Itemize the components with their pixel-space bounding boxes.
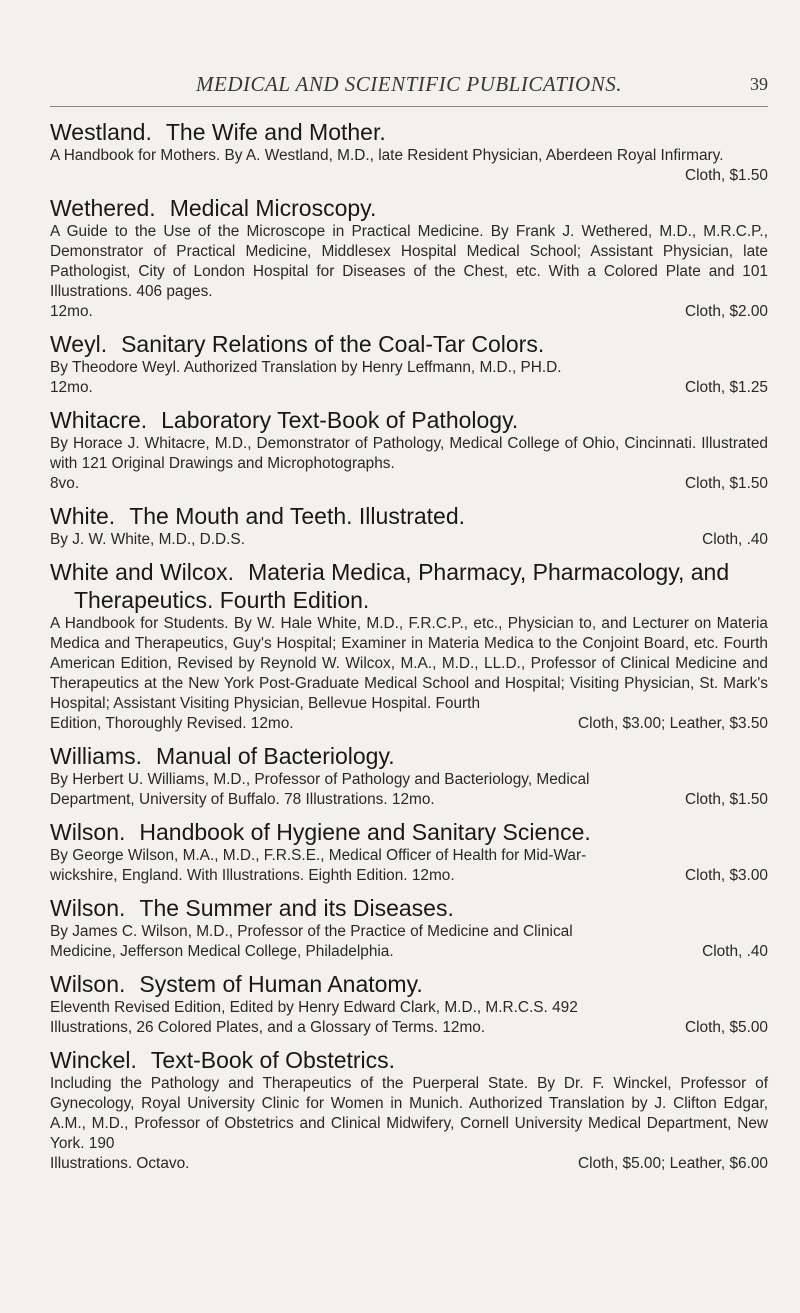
entry-format: 12mo. — [50, 379, 93, 396]
entry-price: Cloth, $5.00 — [685, 1019, 768, 1036]
entry-format: wickshire, England. With Illustrations. Eighth Edition. 12mo. — [50, 867, 455, 884]
catalog-entry — [50, 818, 768, 886]
entry-heading — [50, 194, 768, 222]
entry-price: Cloth, .40 — [702, 943, 768, 960]
entry-description: By George Wilson, M.A., M.D., F.R.S.E., Medical Officer of Health for Mid-War- — [50, 847, 587, 864]
entry-format-price-line — [50, 530, 768, 550]
entry-format: Illustrations. Octavo. — [50, 1155, 190, 1172]
entry-description: A Guide to the Use of the Microscope in Practical Medicine. By Frank J. Wethered, M.D., M.R.C.P., Demonstrator of Practical Medicine, Middlesex Hospital Medical School; Assistant Physician, late Pathologist, City of London Hospital for Diseases of the Chest, etc. With a Colored Plate and 101 Illustrations. 406 pages. — [50, 223, 768, 300]
entry-title: The Wife and Mother. — [165, 119, 386, 145]
catalog-entry — [50, 118, 768, 186]
entry-author: Wilson. — [50, 819, 126, 845]
entry-title: System of Human Anatomy. — [139, 971, 423, 997]
page-title: MEDICAL AND SCIENTIFIC PUBLICATIONS. — [196, 72, 622, 96]
entry-format-price-line — [50, 474, 768, 494]
entry-price: Cloth, .40 — [702, 531, 768, 548]
entry-format-price-line — [50, 302, 768, 322]
entry-description: Including the Pathology and Therapeutics of the Puerperal State. By Dr. F. Winckel, Professor of Gynecology, Royal University Clinic for Women in Munich. Authorized Translation by J. Clifton Edgar, A.M., M.D., Professor of Obstetrics and Clinical Midwifery, Cornell University Medical Department, New York. 190 — [50, 1075, 768, 1152]
entry-body — [50, 530, 768, 550]
entry-heading — [50, 330, 768, 358]
entry-heading — [50, 406, 768, 434]
entry-description: By Theodore Weyl. Authorized Translation by Henry Leffmann, M.D., PH.D. — [50, 359, 562, 376]
entry-price: Cloth, $2.00 — [685, 303, 768, 320]
catalog-entry — [50, 558, 768, 734]
entry-price: Cloth, $1.25 — [685, 379, 768, 396]
entry-heading — [50, 502, 768, 530]
entry-description: By James C. Wilson, M.D., Professor of the Practice of Medicine and Clinical — [50, 923, 573, 940]
catalog-entry — [50, 970, 768, 1038]
entry-heading — [50, 818, 768, 846]
entry-price: Cloth, $5.00; Leather, $6.00 — [578, 1155, 768, 1172]
entry-format: 12mo. — [50, 303, 93, 320]
entry-title: Materia Medica, Pharmacy, Pharmacology, and Therapeutics. Fourth Edition. — [74, 559, 730, 613]
entry-format: Edition, Thoroughly Revised. 12mo. — [50, 715, 294, 732]
catalog-entry — [50, 194, 768, 322]
entry-author: White and Wilcox. — [50, 559, 235, 585]
entry-format-price-line — [50, 942, 768, 962]
entry-price: Cloth, $3.00 — [685, 867, 768, 884]
entry-heading — [50, 118, 768, 146]
entry-heading — [50, 970, 768, 998]
entry-format-price-line — [50, 790, 768, 810]
entry-format-price-line — [50, 1154, 768, 1174]
entry-author: Wilson. — [50, 971, 126, 997]
catalog-entry — [50, 1046, 768, 1174]
entry-body — [50, 614, 768, 734]
entry-title: Handbook of Hygiene and Sanitary Science. — [139, 819, 591, 845]
entry-author: Williams. — [50, 743, 142, 769]
entry-body — [50, 1074, 768, 1174]
page-number: 39 — [750, 74, 768, 94]
catalog-entry — [50, 742, 768, 810]
entry-description: A Handbook for Mothers. By A. Westland, M.D., late Resident Physician, Aberdeen Royal Infirmary. — [50, 147, 724, 164]
entry-description: Eleventh Revised Edition, Edited by Henry Edward Clark, M.D., M.R.C.S. 492 — [50, 999, 578, 1016]
entry-author: Weyl. — [50, 331, 108, 357]
entry-description: By Horace J. Whitacre, M.D., Demonstrator of Pathology, Medical College of Ohio, Cincinnati. Illustrated with 121 Original Drawings and Microphotographs. — [50, 435, 768, 472]
entry-body — [50, 846, 768, 886]
entry-format-price-line — [50, 378, 768, 398]
entry-title: The Mouth and Teeth. Illustrated. — [129, 503, 466, 529]
catalog-entries — [50, 118, 768, 1182]
entry-format: 8vo. — [50, 475, 80, 492]
entry-body — [50, 358, 768, 398]
entry-format: Medicine, Jefferson Medical College, Philadelphia. — [50, 943, 394, 960]
entry-format-price-line — [50, 1018, 768, 1038]
catalog-entry — [50, 406, 768, 494]
entry-author: Westland. — [50, 119, 152, 145]
entry-body — [50, 770, 768, 810]
entry-heading — [50, 558, 768, 614]
entry-price: Cloth, $1.50 — [685, 475, 768, 492]
entry-price: Cloth, $3.00; Leather, $3.50 — [578, 715, 768, 732]
entry-heading — [50, 742, 768, 770]
entry-body — [50, 146, 768, 186]
entry-description: By Herbert U. Williams, M.D., Professor of Pathology and Bacteriology, Medical — [50, 771, 590, 788]
entry-title: Laboratory Text-Book of Pathology. — [161, 407, 519, 433]
entry-title: Manual of Bacteriology. — [156, 743, 395, 769]
entry-format-price-line — [50, 166, 768, 186]
entry-body — [50, 434, 768, 494]
entry-author: Winckel. — [50, 1047, 137, 1073]
entry-title: Text-Book of Obstetrics. — [150, 1047, 396, 1073]
entry-heading — [50, 894, 768, 922]
entry-author: Wilson. — [50, 895, 126, 921]
entry-price: Cloth, $1.50 — [685, 791, 768, 808]
catalog-entry — [50, 894, 768, 962]
entry-author: Wethered. — [50, 195, 156, 221]
entry-format: By J. W. White, M.D., D.D.S. — [50, 531, 245, 548]
entry-body — [50, 922, 768, 962]
entry-format-price-line — [50, 714, 768, 734]
catalog-entry — [50, 502, 768, 550]
entry-title: The Summer and its Diseases. — [139, 895, 454, 921]
entry-author: White. — [50, 503, 116, 529]
entry-body — [50, 222, 768, 322]
running-head — [50, 72, 768, 107]
entry-format: Department, University of Buffalo. 78 Illustrations. 12mo. — [50, 791, 435, 808]
entry-price: Cloth, $1.50 — [685, 167, 768, 184]
entry-format: Illustrations, 26 Colored Plates, and a Glossary of Terms. 12mo. — [50, 1019, 486, 1036]
catalog-entry — [50, 330, 768, 398]
entry-heading — [50, 1046, 768, 1074]
entry-description: A Handbook for Students. By W. Hale White, M.D., F.R.C.P., etc., Physician to, and Lecturer on Materia Medica and Therapeutics, Guy's Hospital; Examiner in Materia Medica to the Conjoint Board, etc. Fourth American Edition, Revised by Reynold W. Wilcox, M.A., M.D., LL.D., Professor of Clinical Medicine and Therapeutics at the New York Post-Graduate Medical School and Hospital; Visiting Physician, St. Mark's Hospital; Assistant Visiting Physician, Bellevue Hospital. Fourth — [50, 615, 768, 712]
entry-body — [50, 998, 768, 1038]
entry-title: Sanitary Relations of the Coal-Tar Colors. — [121, 331, 545, 357]
entry-title: Medical Microscopy. — [169, 195, 377, 221]
entry-author: Whitacre. — [50, 407, 148, 433]
entry-format-price-line — [50, 866, 768, 886]
